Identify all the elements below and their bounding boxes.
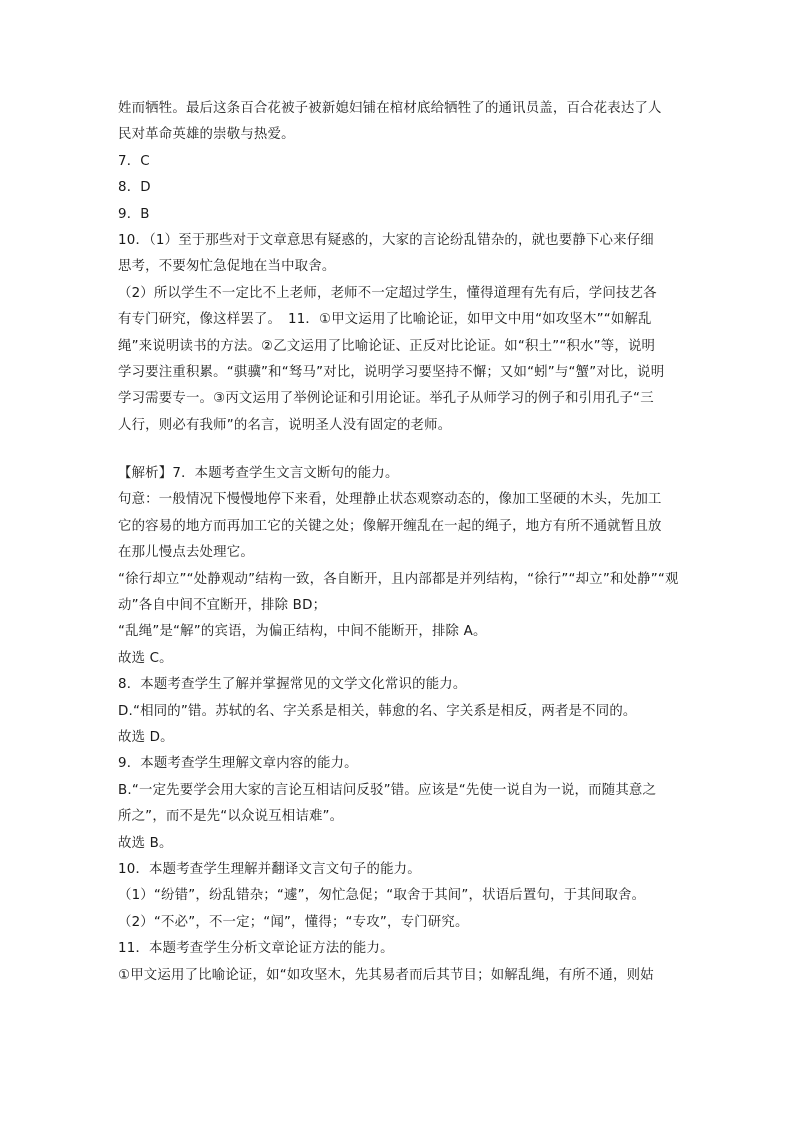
answer-section: [118, 96, 678, 439]
document-body: [118, 96, 678, 989]
analysis-line: 故选 B。: [118, 835, 173, 851]
answer-line: （2）所以学生不一定比不上老师，老师不一定超过学生，懂得道理有先有后，学问技艺各: [118, 285, 657, 301]
analysis-line: 故选 D。: [118, 729, 174, 745]
analysis-section: [118, 461, 678, 989]
answer-line: 绳”来说明读书的方法。②乙文运用了比喻论证、正反对比论证。如“积土”“积水”等，说明: [118, 338, 656, 354]
section-spacer: [118, 439, 678, 461]
analysis-line: 句意：一般情况下慢慢地停下来看，处理静止状态观察动态的，像加工坚硬的木头，先加工: [118, 492, 662, 508]
analysis-line: ①甲文运用了比喻论证，如“如攻坚木，先其易者而后其节目；如解乱绳，有所不通，则姑: [118, 967, 654, 983]
analysis-line: “乱绳”是“解”的宾语，为偏正结构，中间不能断开，排除 A。: [118, 624, 487, 640]
answer-line: 有专门研究，像这样罢了。 11．①甲文运用了比喻论证，如甲文中用“如攻坚木”“如解乱: [118, 312, 652, 328]
answer-line: 7．C: [118, 153, 150, 169]
answer-line: 学习要注重积累。“骐骥”和“驽马”对比，说明学习要坚持不懈；又如“蚓”与“蟹”对比，说明: [118, 364, 665, 380]
analysis-line: 【解析】7．本题考查学生文言文断句的能力。: [118, 466, 399, 482]
analysis-line: （1）“纷错”，纷乱错杂；“遽”，匆忙急促；“取舍于其间”，状语后置句，于其间取舍。: [118, 888, 646, 904]
analysis-line: 动”各自中间不宜断开，排除 BD；: [118, 598, 327, 614]
analysis-line: 10．本题考查学生理解并翻译文言文句子的能力。: [118, 861, 421, 877]
answer-line: 人行，则必有我师”的名言，说明圣人没有固定的老师。: [118, 417, 452, 433]
analysis-line: 故选 C。: [118, 650, 173, 666]
analysis-line: B.“一定先要学会用大家的言论互相诘问反驳”错。应该是“先使一说自为一说，而随其意之: [118, 782, 657, 798]
answer-line: 10．（1）至于那些对于文章意思有疑惑的，大家的言论纷乱错杂的，就也要静下心来仔细: [118, 232, 654, 248]
answer-line: 9．B: [118, 206, 150, 222]
analysis-line: 它的容易的地方而再加工它的关键之处；像解开缠乱在一起的绳子，地方有所不通就暂且放: [118, 518, 662, 534]
answer-line: 学习需要专一。③丙文运用了举例论证和引用论证。举孔子从师学习的例子和引用孔子“三: [118, 391, 654, 407]
answer-line: 民对革命英雄的崇敬与热爱。: [118, 127, 295, 143]
analysis-line: D.“相同的”错。苏轼的名、字关系是相关，韩愈的名、字关系是相反，两者是不同的。: [118, 703, 637, 719]
analysis-line: 所之”，而不是先“以众说互相诘难”。: [118, 809, 344, 825]
answer-line: 思考，不要匆忙急促地在当中取舍。: [118, 259, 336, 275]
analysis-line: “徐行却立”“处静观动”结构一致，各自断开，且内部都是并列结构，“徐行”“却立”和处静”“观: [118, 571, 679, 587]
analysis-line: 在那儿慢点去处理它。: [118, 545, 254, 561]
analysis-line: 11．本题考查学生分析文章论证方法的能力。: [118, 941, 394, 957]
answer-line: 8．D: [118, 180, 151, 196]
answer-line: 姓而牺牲。最后这条百合花被子被新媳妇铺在棺材底给牺牲了的通讯员盖，百合花表达了人: [118, 101, 662, 116]
analysis-line: 8．本题考查学生了解并掌握常见的文学文化常识的能力。: [118, 677, 467, 693]
analysis-line: （2）“不必”，不一定；“闻”，懂得；“专攻”，专门研究。: [118, 914, 469, 930]
analysis-line: 9．本题考查学生理解文章内容的能力。: [118, 756, 358, 772]
